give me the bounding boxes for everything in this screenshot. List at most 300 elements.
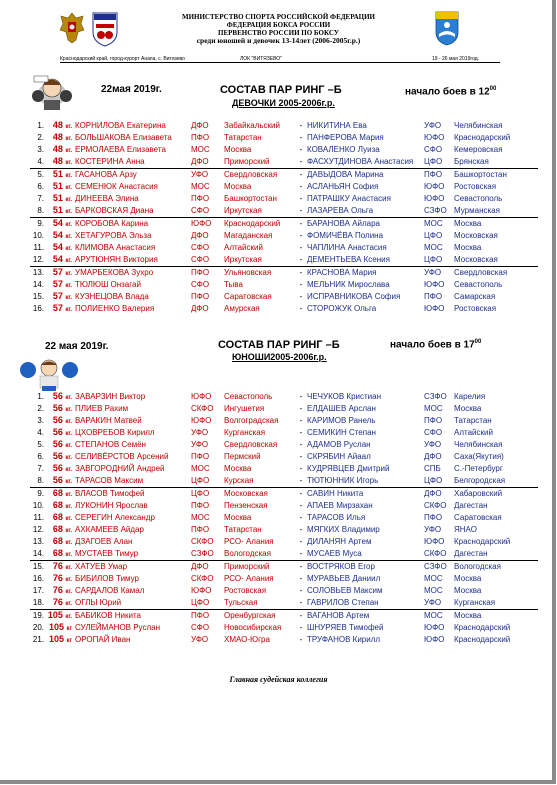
blue-corner-name: АСЛАНЬЯН София xyxy=(307,182,379,191)
red-corner-region: Иркутская xyxy=(224,206,262,215)
section2-date: 22 мая 2019г. xyxy=(45,341,109,352)
red-corner-region: Башкортостан xyxy=(224,194,277,203)
pair-number: 14. xyxy=(32,280,44,289)
pair-number: 13. xyxy=(30,267,46,280)
weight-class xyxy=(46,548,75,561)
weight-unit: кг. xyxy=(65,407,72,413)
versus-dash: - xyxy=(299,231,303,240)
header-place: Краснодарский край, город-курорт Анапа, с. Витязево xyxy=(60,56,185,62)
pair-number: 19. xyxy=(30,610,46,623)
red-corner-district: УФО xyxy=(191,440,209,449)
weight-class xyxy=(46,169,75,182)
weight-unit: кг. xyxy=(65,185,72,191)
weight-unit: кг. xyxy=(65,455,72,461)
blue-corner-name: ЕЛДАШЕВ Арслан xyxy=(307,404,376,413)
versus-dash: - xyxy=(295,610,307,623)
pair-row xyxy=(30,622,538,634)
weight-value: 68 xyxy=(52,488,63,498)
pair-number: 9. xyxy=(30,218,46,231)
weight-unit: кг. xyxy=(65,467,72,473)
red-corner-region: Москва xyxy=(224,513,252,522)
pair-row xyxy=(30,120,538,132)
versus-dash: - xyxy=(299,476,303,485)
blue-corner-name: ПАТРАШКУ Анастасия xyxy=(307,194,391,203)
blue-corner-name: ПАНФЕРОВА Мария xyxy=(307,133,384,142)
section2-pairs-table xyxy=(30,391,538,646)
blue-corner-region: Московская xyxy=(454,231,498,240)
blue-corner-district: ЮФО xyxy=(424,537,445,546)
blue-corner-name: ДАВЫДОВА Марина xyxy=(307,169,424,182)
weight-unit: кг. xyxy=(65,395,72,401)
weight-class xyxy=(46,205,75,218)
weight-class xyxy=(46,193,75,205)
pair-row xyxy=(30,303,538,315)
header-category: среди юношей и девочек 13-14лет (2006-2005г.р.) xyxy=(196,36,361,45)
versus-dash: - xyxy=(299,452,303,461)
versus-dash: - xyxy=(299,549,303,558)
blue-corner-district: СПБ xyxy=(424,464,441,473)
versus-dash: - xyxy=(299,464,303,473)
pair-number: 2. xyxy=(37,133,44,142)
red-corner-region: Новосибирская xyxy=(224,623,282,632)
weight-unit: кг. xyxy=(65,589,72,595)
pair-row xyxy=(30,391,538,403)
blue-corner-region: Краснодарский xyxy=(454,623,511,632)
weight-value: 57 xyxy=(52,267,63,277)
weight-unit: кг. xyxy=(65,307,72,313)
cartoon-boxer-boy-icon xyxy=(18,356,80,392)
blue-corner-region: Краснодарский xyxy=(454,537,511,546)
pair-number: 18. xyxy=(32,598,44,607)
red-corner-region: РСО- Алания xyxy=(224,574,274,583)
red-corner-name: СЕРЕГИН Александр xyxy=(75,513,155,522)
versus-dash: - xyxy=(299,133,303,142)
red-corner-district: СЗФО xyxy=(191,549,214,558)
red-corner-name: АРУТЮНЯН Виктория xyxy=(75,255,158,264)
weight-unit: кг. xyxy=(65,492,72,498)
red-corner-name: КОСТЕРИНА Анна xyxy=(75,157,145,166)
blue-corner-district: МОС xyxy=(424,574,443,583)
pair-number: 16. xyxy=(32,574,44,583)
weight-unit: кг. xyxy=(65,136,72,142)
weight-class xyxy=(46,120,75,132)
blue-corner-region: Ростовская xyxy=(454,182,497,191)
red-corner-name: ВЛАСОВ Тимофей xyxy=(75,488,191,501)
blue-corner-district: ЮФО xyxy=(424,304,445,313)
blue-corner-name: ВАГАНОВ Артем xyxy=(307,610,424,623)
weight-value: 48 xyxy=(52,120,63,130)
blue-corner-region: Москва xyxy=(454,404,482,413)
pair-row xyxy=(30,524,538,536)
blue-corner-name: КОВАЛЕНКО Луиза xyxy=(307,145,380,154)
weight-value: 48 xyxy=(52,156,63,166)
weight-unit: кг. xyxy=(65,552,72,558)
red-corner-region: Ульяновская xyxy=(224,267,295,280)
red-corner-district: ПФО xyxy=(191,133,210,142)
weight-value: 68 xyxy=(52,500,63,510)
blue-corner-name: САВИН Никита xyxy=(307,488,424,501)
pair-row xyxy=(30,254,538,267)
blue-corner-name: ТРУФАНОВ Кирилл xyxy=(307,635,381,644)
weight-class xyxy=(46,475,75,488)
blue-corner-district: ДФО xyxy=(424,452,442,461)
pair-row xyxy=(30,463,538,475)
weight-value: 105 xyxy=(47,610,63,620)
weight-unit: кг. xyxy=(65,283,72,289)
pair-number: 9. xyxy=(30,488,46,501)
blue-corner-district: ЮФО xyxy=(424,133,445,142)
pair-row xyxy=(30,156,538,169)
weight-unit: кг. xyxy=(65,124,72,130)
pair-number: 11. xyxy=(33,513,44,522)
pair-row xyxy=(30,181,538,193)
red-corner-district: ЮФО xyxy=(191,416,212,425)
blue-corner-region: Хабаровский xyxy=(454,488,538,501)
pair-number: 8. xyxy=(37,206,44,215)
weight-class xyxy=(46,634,75,646)
weight-unit: кг. xyxy=(65,271,72,277)
red-corner-district: УФО xyxy=(191,428,209,437)
weight-class xyxy=(46,303,75,315)
weight-value: 105 xyxy=(48,634,64,644)
versus-dash: - xyxy=(299,501,303,510)
header-venue: ЛОК "ВИТЯЗЕВО" xyxy=(240,56,282,62)
pair-row xyxy=(30,512,538,524)
pair-number: 7. xyxy=(37,194,44,203)
blue-corner-region: Севастополь xyxy=(454,280,503,289)
weight-class xyxy=(46,500,75,512)
red-corner-district: ПФО xyxy=(191,525,210,534)
red-corner-name: ЗАВАРЗИН Виктор xyxy=(75,392,146,401)
red-corner-district: ПФО xyxy=(191,194,210,203)
footer-signature: Главная судейская коллегия xyxy=(229,675,328,684)
weight-unit: кг. xyxy=(65,577,72,583)
blue-corner-region: С.-Петербург xyxy=(454,464,503,473)
blue-corner-region: Ростовская xyxy=(454,304,497,313)
weight-value: 56 xyxy=(52,475,63,485)
section1-subtitle: ДЕВОЧКИ 2005-2006г.р. xyxy=(232,98,335,108)
red-corner-name: ЗАВГОРОДНИЙ Андрей xyxy=(75,464,165,473)
weight-class xyxy=(46,181,75,193)
weight-class xyxy=(46,254,75,267)
weight-unit: кг. xyxy=(65,173,72,179)
blue-corner-region: Кемеровская xyxy=(454,145,503,154)
header-championship: ПЕРВЕНСТВО РОССИИ ПО БОКСУ xyxy=(218,29,339,37)
section2-title: СОСТАВ ПАР РИНГ –Б xyxy=(218,339,340,351)
pair-number: 17. xyxy=(32,586,44,595)
weight-unit: кг. xyxy=(65,419,72,425)
blue-corner-name: КУДРЯВЦЕВ Дмитрий xyxy=(307,464,390,473)
blue-corner-region: ЯНАО xyxy=(454,525,477,534)
weight-value: 54 xyxy=(52,230,63,240)
blue-corner-district: ЮФО xyxy=(424,194,445,203)
blue-corner-district: СЗФО xyxy=(424,392,447,401)
cartoon-boxer-girl-icon xyxy=(28,70,76,112)
weight-value: 105 xyxy=(48,622,64,632)
pair-number: 12. xyxy=(32,525,44,534)
weight-unit: кг. xyxy=(65,148,72,154)
weight-unit: кг. xyxy=(65,431,72,437)
weight-value: 48 xyxy=(52,144,63,154)
red-corner-name: БАРКОВСКАЯ Диана xyxy=(75,206,154,215)
weight-unit: кг. xyxy=(65,443,72,449)
red-corner-region: Ростовская xyxy=(224,586,267,595)
pair-number: 10. xyxy=(32,501,44,510)
blue-corner-name: АПАЕВ Мирзахан xyxy=(307,501,373,510)
versus-dash: - xyxy=(299,255,303,264)
weight-value: 51 xyxy=(52,169,63,179)
versus-dash: - xyxy=(295,488,307,501)
pair-number: 16. xyxy=(32,304,44,313)
red-corner-region: Приморский xyxy=(224,561,295,574)
red-corner-district: МОС xyxy=(191,182,210,191)
blue-corner-district: ЦФО xyxy=(424,231,443,240)
blue-corner-name: ТАРАСОВ Илья xyxy=(307,513,366,522)
pair-number: 6. xyxy=(37,452,44,461)
red-corner-district: СКФО xyxy=(191,404,214,413)
red-corner-district: СФО xyxy=(191,206,210,215)
blue-corner-region: Белгородская xyxy=(454,476,506,485)
pair-row xyxy=(30,132,538,144)
pair-row xyxy=(30,475,538,488)
weight-value: 56 xyxy=(52,451,63,461)
blue-corner-district: ПФО xyxy=(424,292,443,301)
blue-corner-district: ПФО xyxy=(424,416,443,425)
versus-dash: - xyxy=(299,635,303,644)
red-corner-name: ХАТУЕВ Умар xyxy=(75,561,191,574)
red-corner-name: БАБИКОВ Никита xyxy=(75,610,191,623)
red-corner-name: СТЕПАНОВ Семён xyxy=(75,440,146,449)
weight-class xyxy=(46,391,75,403)
red-corner-region: Тульская xyxy=(224,598,258,607)
weight-class xyxy=(46,218,75,231)
red-corner-district: ЦФО xyxy=(191,488,224,501)
pair-row xyxy=(30,144,538,156)
pair-number: 11. xyxy=(33,243,44,252)
weight-value: 54 xyxy=(52,254,63,264)
blue-corner-district: МОС xyxy=(424,404,443,413)
blue-corner-name: ИСПРАВНИКОВА София xyxy=(307,292,401,301)
blue-corner-name: БАРАНОВА Айлара xyxy=(307,218,424,231)
blue-corner-district: МОС xyxy=(424,218,454,231)
weight-value: 57 xyxy=(52,303,63,313)
weight-class xyxy=(46,451,75,463)
pair-number: 21. xyxy=(32,635,44,644)
blue-corner-region: Краснодарский xyxy=(454,635,511,644)
blue-corner-district: УФО xyxy=(424,440,442,449)
versus-dash: - xyxy=(299,194,303,203)
weight-value: 56 xyxy=(52,439,63,449)
weight-class xyxy=(46,279,75,291)
pair-number: 3. xyxy=(37,416,44,425)
pair-row xyxy=(30,439,538,451)
weight-value: 57 xyxy=(52,279,63,289)
red-corner-name: СУЛЕЙМАНОВ Руслан xyxy=(75,623,161,632)
versus-dash: - xyxy=(299,392,303,401)
weight-value: 51 xyxy=(52,193,63,203)
blue-corner-region: Курганская xyxy=(454,598,496,607)
weight-unit: кг. xyxy=(65,614,72,620)
pair-row xyxy=(30,500,538,512)
pair-number: 1. xyxy=(37,392,44,401)
red-corner-district: ЮФО xyxy=(191,392,212,401)
blue-corner-name: ЧЕЧУКОВ Кристиан xyxy=(307,392,382,401)
section1-start-time: начало боев в $12^{00}$ xyxy=(405,86,497,98)
pair-number: 15. xyxy=(32,292,44,301)
blue-corner-region: Саратовская xyxy=(454,513,502,522)
red-corner-district: ЮФО xyxy=(191,586,212,595)
versus-dash: - xyxy=(299,428,303,437)
pair-row xyxy=(30,403,538,415)
pair-row xyxy=(30,597,538,610)
versus-dash: - xyxy=(299,440,303,449)
weight-value: 54 xyxy=(52,242,63,252)
blue-corner-region: Саха(Якутия) xyxy=(454,452,504,461)
red-corner-region: Севастополь xyxy=(224,392,273,401)
red-corner-region: Оренбургская xyxy=(224,610,295,623)
weight-value: 56 xyxy=(52,415,63,425)
header-divider xyxy=(60,62,500,63)
pair-row xyxy=(30,536,538,548)
blue-corner-district: МОС xyxy=(424,243,443,252)
blue-corner-name: ВОСТРЯКОВ Егор xyxy=(307,561,424,574)
versus-dash: - xyxy=(299,121,303,130)
versus-dash: - xyxy=(299,404,303,413)
red-corner-region: Волгоградская xyxy=(224,416,279,425)
blue-corner-region: Башкортостан xyxy=(454,169,538,182)
versus-dash: - xyxy=(299,157,303,166)
red-corner-region: Пензенская xyxy=(224,501,268,510)
pair-number: 12. xyxy=(32,255,44,264)
weight-class xyxy=(46,242,75,254)
pair-row xyxy=(30,415,538,427)
red-corner-name: ТЮЛЮШ Онзагай xyxy=(75,280,141,289)
pair-number: 8. xyxy=(37,476,44,485)
pair-row xyxy=(30,561,538,574)
blue-corner-region: Москва xyxy=(454,586,482,595)
pair-row xyxy=(30,230,538,242)
blue-corner-district: ЮФО xyxy=(424,182,445,191)
weight-class xyxy=(46,463,75,475)
weight-unit: кг xyxy=(66,638,72,644)
blue-corner-name: ДИЛАНЯН Артем xyxy=(307,537,372,546)
red-corner-district: ПФО xyxy=(191,610,224,623)
blue-corner-region: Карелия xyxy=(454,392,486,401)
weight-class xyxy=(46,622,75,634)
red-corner-district: СФО xyxy=(191,243,210,252)
pair-row xyxy=(30,488,538,501)
red-corner-region: Саратовская xyxy=(224,292,272,301)
red-corner-region: Московская xyxy=(224,488,295,501)
red-corner-district: УФО xyxy=(191,169,224,182)
versus-dash: - xyxy=(299,586,303,595)
weight-class xyxy=(46,156,75,169)
blue-corner-region: Самарская xyxy=(454,292,496,301)
versus-dash: - xyxy=(299,525,303,534)
weight-value: 76 xyxy=(52,597,63,607)
red-corner-region: Вологодская xyxy=(224,549,271,558)
red-corner-region: Тыва xyxy=(224,280,243,289)
weight-class xyxy=(46,439,75,451)
red-corner-region: Алтайский xyxy=(224,243,263,252)
weight-unit: кг. xyxy=(65,565,72,571)
red-corner-district: МОС xyxy=(191,513,210,522)
blue-corner-district: ЦФО xyxy=(424,157,443,166)
weight-class xyxy=(46,427,75,439)
pair-row xyxy=(30,169,538,182)
blue-corner-district: СЗФО xyxy=(424,206,447,215)
blue-corner-district: УФО xyxy=(424,267,454,280)
blue-corner-name: СТОРОЖУК Ольга xyxy=(307,304,377,313)
red-corner-region: Татарстан xyxy=(224,525,262,534)
blue-corner-name: ШНУРЯЕВ Тимофей xyxy=(307,623,384,632)
red-corner-name: БОЛЬШАКОВА Елизавета xyxy=(75,133,172,142)
red-corner-name: ПЛИЕВ Рахим xyxy=(75,404,129,413)
weight-unit: кг. xyxy=(65,222,72,228)
weight-class xyxy=(46,610,75,623)
pair-row xyxy=(30,193,538,205)
red-corner-district: ДФО xyxy=(191,157,209,166)
weight-class xyxy=(46,230,75,242)
weight-class xyxy=(46,488,75,501)
pair-number: 1. xyxy=(37,121,44,130)
weight-class xyxy=(46,536,75,548)
weight-value: 76 xyxy=(52,585,63,595)
red-corner-district: ПФО xyxy=(191,292,210,301)
blue-corner-region: Москва xyxy=(454,574,482,583)
versus-dash: - xyxy=(299,243,303,252)
blue-corner-name: ЧАПЛИНА Анастасия xyxy=(307,243,387,252)
blue-corner-region: Вологодская xyxy=(454,561,538,574)
versus-dash: - xyxy=(295,267,307,280)
pair-row xyxy=(30,242,538,254)
pair-row xyxy=(30,279,538,291)
versus-dash: - xyxy=(299,145,303,154)
pair-number: 20. xyxy=(32,623,44,632)
weight-class xyxy=(46,524,75,536)
weight-class xyxy=(46,561,75,574)
weight-unit: кг. xyxy=(65,540,72,546)
versus-dash: - xyxy=(299,598,303,607)
pair-number: 4. xyxy=(37,157,44,166)
red-corner-region: Ингушетия xyxy=(224,404,265,413)
red-corner-region: Свердловская xyxy=(224,440,278,449)
red-corner-district: УФО xyxy=(191,635,209,644)
weight-value: 56 xyxy=(52,391,63,401)
versus-dash: - xyxy=(295,169,307,182)
pair-row xyxy=(30,427,538,439)
weight-value: 56 xyxy=(52,463,63,473)
weight-unit: кг. xyxy=(65,209,72,215)
pair-number: 15. xyxy=(30,561,46,574)
blue-corner-name: МЯГКИХ Владимир xyxy=(307,525,380,534)
pair-number: 13. xyxy=(32,537,44,546)
red-corner-name: УМАРБЕКОВА Зухро xyxy=(75,267,191,280)
weight-value: 51 xyxy=(52,205,63,215)
red-corner-district: СФО xyxy=(191,623,210,632)
red-corner-region: Пермский xyxy=(224,452,261,461)
versus-dash: - xyxy=(295,218,307,231)
blue-corner-district: ЮФО xyxy=(424,280,445,289)
weight-class xyxy=(46,597,75,610)
red-corner-district: МОС xyxy=(191,464,210,473)
blue-corner-name: СОЛОВЬЕВ Максим xyxy=(307,586,383,595)
blue-corner-region: Свердловская xyxy=(454,267,538,280)
pair-row xyxy=(30,585,538,597)
red-corner-name: САРДАЛОВ Камал xyxy=(75,586,145,595)
red-corner-name: ДИНЕЕВА Элина xyxy=(75,194,139,203)
weight-unit: кг xyxy=(66,626,72,632)
